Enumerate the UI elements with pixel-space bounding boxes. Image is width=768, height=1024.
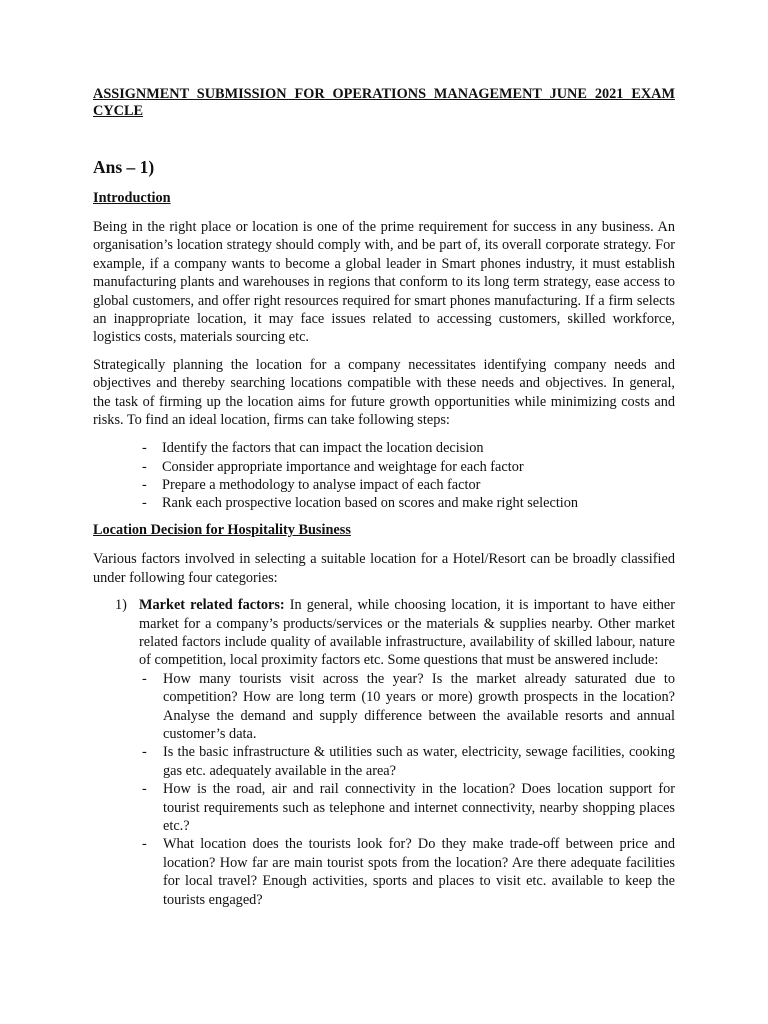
- numbered-item-market-factors: [93, 596, 675, 909]
- introduction-paragraph-2: Strategically planning the location for a company necessitates identifying company needs and objectives and thereby searching locations compatible with these needs and objectives. In general, the task of firming up the location aims for future growth opportunities while minimizing costs and risks. To find an ideal location, firms can take following steps:: [93, 356, 675, 429]
- dash-marker: -: [142, 744, 147, 761]
- dash-marker: -: [142, 495, 147, 512]
- introduction-heading: Introduction: [93, 190, 171, 206]
- question-text: What location does the tourists look for? Do they make trade-off between price and location? How far are main tourist spots from the location? Are there adequate facilities for local travel? Enough activities, sports and places to visit etc. available to keep the tourists engaged?: [163, 836, 675, 908]
- location-decision-paragraph: Various factors involved in selecting a suitable location for a Hotel/Resort can be broadly classified under following four categories:: [93, 551, 675, 586]
- question-text: How many tourists visit across the year? Is the market already saturated due to competition? How are long term (10 years or more) growth prospects in the location? Analyse the demand and supply difference between the available resorts and annual customer’s data.: [163, 670, 675, 742]
- dash-marker: -: [142, 458, 147, 475]
- market-factors-paragraph: [139, 596, 675, 670]
- dash-marker: -: [142, 836, 147, 853]
- dash-marker: -: [142, 781, 147, 798]
- step-text: Identify the factors that can impact the location decision: [162, 440, 484, 457]
- question-text: How is the road, air and rail connectivity in the location? Does location support for tourist requirements such as telephone and internet connectivity, nearby shopping places etc.?: [163, 781, 675, 834]
- market-factors-text: In general, while choosing location, it is important to have either market for a company’s products/services or the materials & supplies nearby. Other market related factors include quality of available infrastructure, availability of skilled labour, nature of competition, local proximity factors etc. Some questions that must be answered include:: [139, 597, 675, 669]
- dash-marker: -: [142, 440, 147, 457]
- list-item: [93, 476, 675, 494]
- market-questions-list: [139, 670, 675, 909]
- step-text: Prepare a methodology to analyse impact of each factor: [162, 476, 481, 493]
- list-item: [139, 780, 675, 835]
- question-text: Is the basic infrastructure & utilities such as water, electricity, sewage facilities, cooking gas etc. adequately available in the area?: [163, 744, 675, 779]
- introduction-paragraph-1: Being in the right place or location is one of the prime requirement for success in any business. An organisation’s location strategy should comply with, and be part of, its overall corporate strategy. For example, if a company wants to become a global leader in Smart phones industry, it must establish manufacturing plants and warehouses in regions that conform to its long term strategy, ease access to global customers, and offer right resources required for smart phones manufacturing. If a firm selects an inappropriate location, it may face issues related to accessing customers, skilled workforce, logistics costs, materials sourcing etc.: [93, 219, 675, 346]
- dash-marker: -: [142, 670, 147, 687]
- list-item: [93, 439, 675, 457]
- step-text: Rank each prospective location based on scores and make right selection: [162, 495, 579, 512]
- location-decision-heading: Location Decision for Hospitality Business: [93, 522, 351, 539]
- step-text: Consider appropriate importance and weightage for each factor: [162, 458, 524, 475]
- list-item: [93, 494, 675, 512]
- document-title: ASSIGNMENT SUBMISSION FOR OPERATIONS MANAGEMENT JUNE 2021 EXAM CYCLE: [93, 86, 675, 119]
- item-number: 1): [115, 597, 127, 614]
- market-factors-label: Market related factors:: [139, 597, 285, 614]
- list-item: [93, 458, 675, 476]
- dash-marker: -: [142, 476, 147, 493]
- steps-list: [93, 439, 675, 512]
- list-item: [139, 670, 675, 744]
- list-item: [139, 835, 675, 909]
- document-page: [93, 86, 675, 909]
- list-item: [139, 743, 675, 780]
- answer-label: Ans – 1): [93, 157, 155, 177]
